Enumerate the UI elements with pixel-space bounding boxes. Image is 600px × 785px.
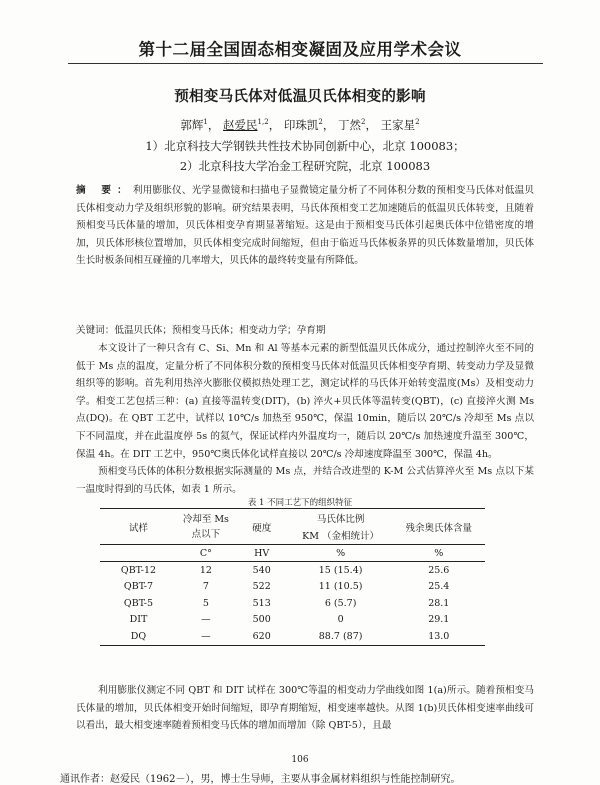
header-martensite-method: KM （金相统计） — [302, 531, 380, 543]
header-retained-austenite: 残余奥氏体含量 — [393, 509, 485, 545]
table-cell: 15 (15.4) — [318, 564, 363, 576]
table-cell: 12 — [199, 564, 212, 576]
table-cell: 88.7 (87) — [289, 628, 393, 645]
author-name: 郭辉 — [180, 118, 204, 132]
table-cell: QBT-7 — [123, 581, 154, 593]
table-cell: 29.1 — [428, 614, 450, 626]
table-cell: 13.0 — [393, 628, 485, 645]
table-row — [100, 628, 485, 645]
table-row — [100, 595, 485, 612]
footnote: 通讯作者：赵爱民（1962－），男，博士生导师，主要从事金属材料组织与性能控制研究。 — [60, 774, 461, 785]
keywords-text: 低温贝氏体；预相变马氏体；相变动力学；孕育期 — [114, 325, 326, 336]
table-cell: — — [177, 628, 235, 645]
unit-cell: HV — [235, 545, 289, 562]
unit-cell: C° — [177, 545, 235, 562]
unit-cell: % — [393, 545, 485, 562]
body-paragraph-3: 利用膨胀仪测定不同 QBT 和 DIT 试样在 300℃等温的相变动力学曲线如图 1(a)所示。随着预相变马氏体量的增加，贝氏体相变开始时间缩短，即孕育期缩短，相变速率越快。从图 1(b)贝氏体相变速率曲线可以看出，最大相变速率随着预相变马氏体的增加而增加（除 QBT-5），且最 — [76, 685, 534, 732]
table-cell: 28.1 — [428, 597, 450, 609]
body-paragraph-2: 预相变马氏体的体积分数根据实际测量的 Ms 点，并结合改进型的 K-M 公式估算淬火至 Ms 点以下某一温度时得到的马氏体，如表 1 所示。 — [76, 466, 534, 495]
header-rule — [68, 63, 543, 64]
table-cell: 25.4 — [428, 581, 450, 593]
author-sup: 1 — [203, 118, 208, 127]
table-row — [100, 562, 485, 579]
unit-cell — [100, 545, 177, 562]
abstract — [76, 182, 534, 270]
abstract-label: 摘 要： — [76, 185, 133, 196]
table-cell: 620 — [235, 628, 289, 645]
header-hardness: 硬度 — [235, 509, 289, 545]
author-name: 印珠凯 — [283, 118, 319, 132]
author-list: 郭辉$^1$， 赵爱民$^{1,2}$， 印珠凯$^2$， 丁然$^2$， 王家星$^2$ — [180, 118, 420, 132]
table-caption: 表 1 不同工艺下的组织特征 — [247, 498, 353, 508]
table-cell: DQ — [100, 628, 177, 645]
author-sup: 2 — [360, 118, 366, 127]
table-cell: — — [201, 614, 211, 626]
data-table — [100, 508, 485, 646]
author-sup: 2 — [318, 118, 323, 127]
table-cell: 513 — [252, 597, 271, 609]
table-cell: 540 — [252, 564, 271, 576]
page-number: 106 — [291, 755, 309, 765]
keywords — [76, 322, 534, 340]
keywords-label: 关键词： — [76, 325, 115, 336]
table-row — [100, 612, 485, 629]
table-cell: QBT-12 — [120, 564, 157, 576]
table-cell: QBT-5 — [123, 597, 154, 609]
author-name: 丁然 — [337, 118, 361, 132]
author-sup: 1,2 — [257, 118, 269, 127]
table-cell: 500 — [252, 614, 271, 626]
table-cell: 7 — [202, 581, 209, 593]
table-cell: DIT — [129, 614, 148, 626]
paper-title: 预相变马氏体对低温贝氏体相变的影响 — [174, 88, 426, 105]
affiliation-1: 1）北京科技大学钢铁共性技术协同创新中心，北京 100083； — [145, 139, 465, 153]
author-name: 王家星 — [380, 118, 416, 132]
table-cell: 6 (5.7) — [324, 597, 357, 609]
header-sample: 试样 — [100, 509, 177, 545]
author-sup: 2 — [415, 118, 420, 127]
table-cell: 522 — [252, 581, 271, 593]
unit-cell: % — [289, 545, 393, 562]
header-martensite: 马氏体比例 — [289, 509, 393, 527]
table-cell: 25.6 — [428, 564, 450, 576]
conference-header: 第十二届全国固态相变凝固及应用学术会议 — [138, 40, 462, 59]
table-row — [100, 579, 485, 596]
body-paragraph-1: 本文设计了一种只含有 C、Si、Mn 和 Al 等基本元素的新型低温贝氏体成分，通过控制淬火至不同的低于 Ms 点的温度，定量分析了不同体积分数的预相变马氏体对低温贝氏体相变孕育期、转变动力学及显微组织等的影响。首先利用热淬火膨胀仪模拟热处理工艺，测定试样的马氏体开始转变温度(Ms）及相变动力学。相变工艺包括三种：(a) 直接等温转变(DIT)，(b) 淬火+贝氏体等温转变(QBT)，(c) 直接淬火测 Ms 点(DQ)。在 QBT 工艺中，试样以 10℃/s 加热至 950℃，保温 10min，随后以 20℃/s 冷却至 Ms 点以下不同温度，并在此温度停 5s 的氦气，保证试样内外温度均一，随后以 20℃/s 加热速度升温至 300℃，保温 4h。在 DIT 工艺中，950℃奥氏体化试样直接以 20℃/s 冷却速度降温至 300℃，保温 4h。 — [76, 343, 534, 460]
table-cell: 0 — [337, 614, 344, 626]
table-cell: 5 — [202, 597, 209, 609]
affiliation-2: 2）北京科技大学冶金工程研究院，北京 100083 — [179, 159, 431, 173]
author-name: 赵爱民 — [223, 118, 258, 132]
table-cell: 11 (10.5) — [318, 581, 363, 593]
abstract-text: 利用膨胀仪、光学显微镜和扫描电子显微镜定量分析了不同体积分数的预相变马氏体对低温贝氏体相变动力学及组织形貌的影响。研究结果表明，马氏体预相变工艺加速随后的低温贝氏体转变，且随着预相变马氏体量的增加，贝氏体相变孕育期显著缩短。这是由于预相变马氏体引起奥氏体中位错密度的增加，贝氏体形核位置增加，贝氏体相变完成时间缩短，但由于临近马氏体板条界的贝氏体数量增加，贝氏体生长时板条间相互碰撞的几率增大，贝氏体的最终转变量有所降低。 — [76, 185, 535, 267]
header-cool: 冷却至 Ms 点以下 — [177, 509, 235, 545]
